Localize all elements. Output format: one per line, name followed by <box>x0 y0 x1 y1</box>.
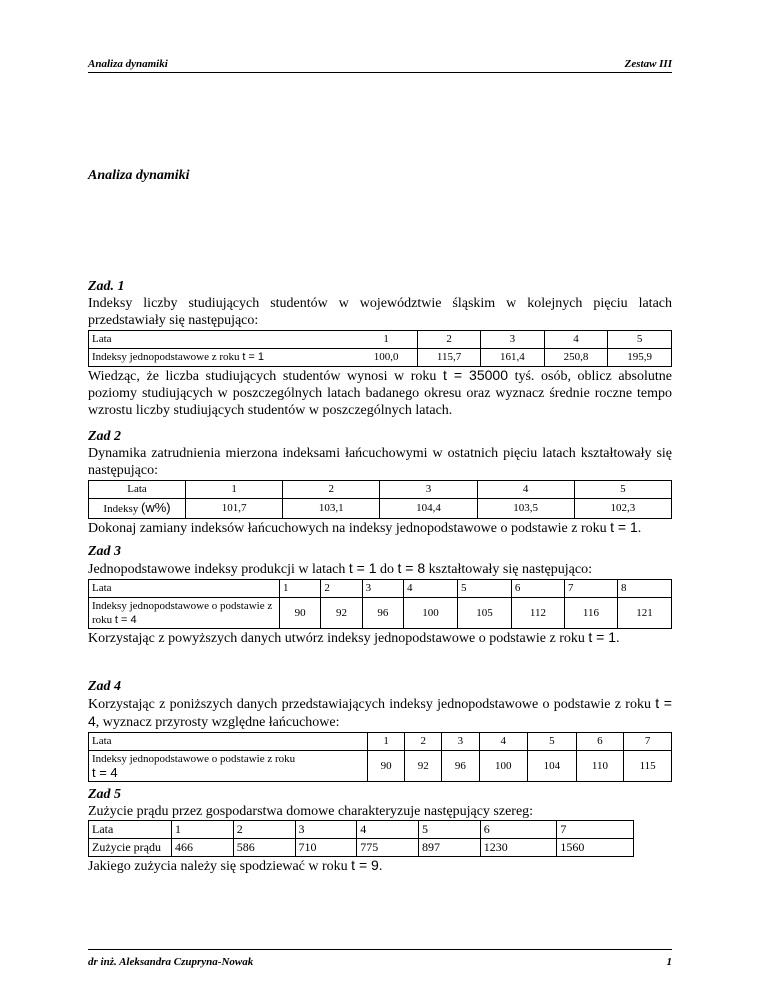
page-title: Analiza dynamiki <box>88 168 190 183</box>
year-cell: 2 <box>283 481 380 499</box>
value-cell: 104 <box>528 751 577 782</box>
row-label: Indeksy (w%) <box>89 499 186 519</box>
year-cell: 6 <box>511 580 564 598</box>
year-cell: 1 <box>172 821 234 839</box>
year-cell: 1 <box>355 331 418 349</box>
value-cell: 103,5 <box>477 499 574 519</box>
value-cell: 250,8 <box>544 349 608 367</box>
year-cell: 2 <box>418 331 481 349</box>
value-cell: 96 <box>362 598 403 629</box>
value-cell: 90 <box>368 751 405 782</box>
value-cell: 96 <box>442 751 479 782</box>
task-5 <box>88 786 672 875</box>
row-label: Indeksy jednopodstawowe o podstawie z roku t = 4 <box>89 598 280 629</box>
year-cell: 4 <box>357 821 419 839</box>
year-cell: 5 <box>457 580 511 598</box>
year-cell: 6 <box>480 821 557 839</box>
task-4-table <box>88 732 672 782</box>
value-cell: 115,7 <box>418 349 481 367</box>
value-cell: 1560 <box>557 839 634 857</box>
year-cell: 5 <box>608 331 672 349</box>
value-cell: 1230 <box>480 839 557 857</box>
page-number: 1 <box>666 956 672 968</box>
page-footer <box>88 949 672 968</box>
task-3-heading: Zad 3 <box>88 544 122 559</box>
value-cell: 710 <box>295 839 357 857</box>
year-cell: 2 <box>233 821 295 839</box>
table-row <box>89 580 672 598</box>
task-4-intro: Korzystając z poniższych danych przedstawiających indeksy jednopodstawowe o podstawie z roku t = 4, wyznacz przyrosty względne łańcuchowe: <box>88 695 672 730</box>
year-cell: 1 <box>186 481 283 499</box>
value-cell: 110 <box>576 751 624 782</box>
value-cell: 115 <box>624 751 672 782</box>
table-row <box>89 481 672 499</box>
task-2 <box>88 428 672 537</box>
year-cell: 7 <box>557 821 634 839</box>
task-5-table <box>88 820 634 857</box>
task-2-table <box>88 480 672 519</box>
task-1-heading: Zad. 1 <box>88 279 125 294</box>
year-cell: 2 <box>405 733 442 751</box>
year-cell: 6 <box>576 733 624 751</box>
task-4 <box>88 678 672 782</box>
table-row <box>89 733 672 751</box>
year-cell: 3 <box>442 733 479 751</box>
value-cell: 112 <box>511 598 564 629</box>
year-cell: 3 <box>295 821 357 839</box>
task-2-intro: Dynamika zatrudnienia mierzona indeksami łańcuchowymi w ostatnich pięciu latach kształtowały się następująco: <box>88 446 672 478</box>
year-cell: 7 <box>624 733 672 751</box>
year-cell: 8 <box>617 580 671 598</box>
task-5-text: Jakiego zużycia należy się spodziewać w roku t = 9. <box>88 857 383 874</box>
value-cell: 105 <box>457 598 511 629</box>
task-3-text: Korzystając z powyższych danych utwórz indeksy jednopodstawowe o podstawie z roku t = 1. <box>88 629 620 646</box>
value-cell: 897 <box>419 839 481 857</box>
row-label: Indeksy jednopodstawowe o podstawie z roku t = 4 <box>89 751 368 782</box>
year-cell: 4 <box>544 331 608 349</box>
task-1-text: Wiedząc, że liczba studiujących studentów wynosi w roku t = 35000 tyś. osób, oblicz absolutne poziomy studiujących w poszczególnych latach badanego okresu oraz wyznacz średnie roczne tempo wzrostu liczby studiujących studentów w poszczególnych latach. <box>88 367 673 418</box>
value-cell: 100 <box>403 598 457 629</box>
row-label: Indeksy jednopodstawowe z roku t = 1 <box>89 349 356 367</box>
math: t = 1 <box>242 351 265 363</box>
year-cell: 3 <box>362 580 403 598</box>
header-left: Analiza dynamiki <box>88 58 168 70</box>
year-cell: 1 <box>368 733 405 751</box>
row-label: Lata <box>89 481 186 499</box>
row-label: Zużycie prądu <box>89 839 172 857</box>
year-cell: 4 <box>479 733 528 751</box>
year-cell: 7 <box>564 580 617 598</box>
page-header <box>88 58 672 73</box>
table-row <box>89 751 672 782</box>
year-cell: 3 <box>380 481 477 499</box>
year-cell: 4 <box>403 580 457 598</box>
task-1-intro: Indeksy liczby studiujących studentów w województwie śląskim w kolejnych pięciu latach przedstawiały się następująco: <box>88 296 672 328</box>
table-row <box>89 598 672 629</box>
year-cell: 2 <box>321 580 362 598</box>
table-row <box>89 349 672 367</box>
year-cell: 4 <box>477 481 574 499</box>
value-cell: 92 <box>405 751 442 782</box>
value-cell: 103,1 <box>283 499 380 519</box>
value-cell: 104,4 <box>380 499 477 519</box>
task-5-intro: Zużycie prądu przez gospodarstwa domowe charakteryzuje następujący szereg: <box>88 804 534 819</box>
value-cell: 121 <box>617 598 671 629</box>
value-cell: 161,4 <box>481 349 545 367</box>
year-cell: 1 <box>280 580 321 598</box>
table-row <box>89 331 672 349</box>
row-label: Lata <box>89 733 368 751</box>
value-cell: 102,3 <box>574 499 671 519</box>
task-5-heading: Zad 5 <box>88 787 122 802</box>
value-cell: 101,7 <box>186 499 283 519</box>
row-label: Lata <box>89 821 172 839</box>
task-2-heading: Zad 2 <box>88 429 122 444</box>
value-cell: 195,9 <box>608 349 672 367</box>
task-2-text: Dokonaj zamiany indeksów łańcuchowych na indeksy jednopodstawowe o podstawie z roku t = 1. <box>88 519 642 536</box>
footer-author: dr inż. Aleksandra Czupryna-Nowak <box>88 956 254 968</box>
value-cell: 100 <box>479 751 528 782</box>
value-cell: 90 <box>280 598 321 629</box>
value-cell: 586 <box>233 839 295 857</box>
row-label: Lata <box>89 331 356 349</box>
value-cell: 116 <box>564 598 617 629</box>
task-4-heading: Zad 4 <box>88 679 122 694</box>
value-cell: 100,0 <box>355 349 418 367</box>
value-cell: 775 <box>357 839 419 857</box>
value-cell: 466 <box>172 839 234 857</box>
year-cell: 5 <box>528 733 577 751</box>
table-row <box>89 839 634 857</box>
header-right: Zestaw III <box>624 58 672 70</box>
task-3 <box>88 543 672 647</box>
year-cell: 5 <box>419 821 481 839</box>
task-1 <box>88 278 672 419</box>
row-label: Lata <box>89 580 280 598</box>
task-1-table <box>88 330 672 367</box>
value-cell: 92 <box>321 598 362 629</box>
table-row <box>89 499 672 519</box>
table-row <box>89 821 634 839</box>
year-cell: 3 <box>481 331 545 349</box>
task-3-table <box>88 579 672 629</box>
year-cell: 5 <box>574 481 671 499</box>
task-3-intro: Jednopodstawowe indeksy produkcji w latach t = 1 do t = 8 kształtowały się następująco: <box>88 560 592 577</box>
